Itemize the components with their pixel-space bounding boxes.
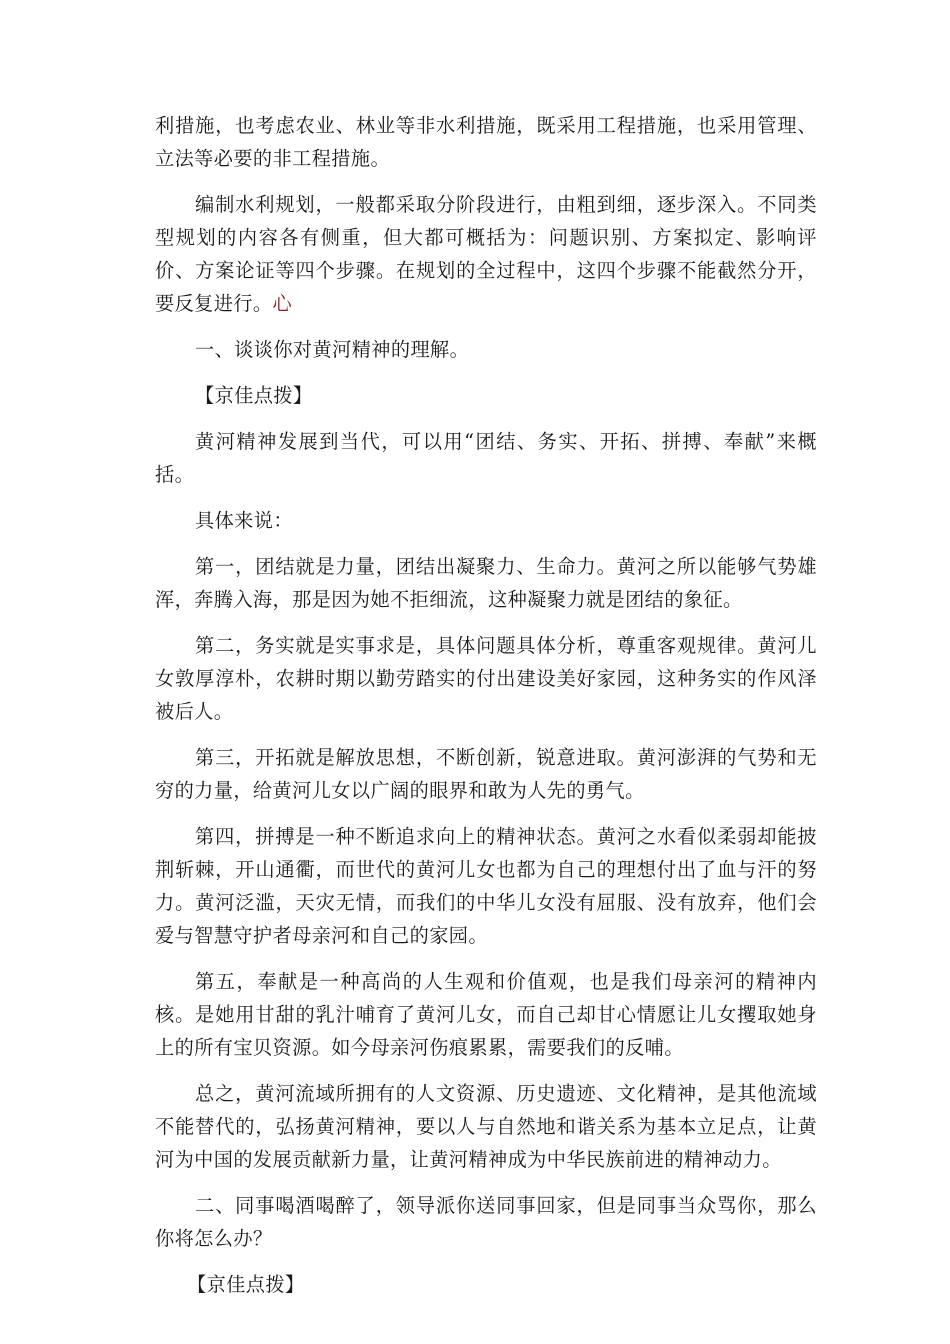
paragraph-planning-text: 编制水利规划，一般都采取分阶段进行，由粗到细，逐步深入。不同类型规划的内容各有侧重，但大都可概括为：问题识别、方案拟定、影响评价、方案论证等四个步骤。在规划的全过程中，这四个步骤不能截然分开，要反复进行。 [155,193,817,315]
paragraph-planning [155,188,817,320]
paragraph-point-4: 第四，拼搏是一种不断追求向上的精神状态。黄河之水看似柔弱却能披荆斩棘，开山通衢，而世代的黄河儿女也都为自己的理想付出了血与汗的努力。黄河泛滥，天灾无情，而我们的中华儿女没有屈服、没有放弃，他们会爱与智慧守护者母亲河和自己的家园。 [155,825,817,947]
tip-heading-2: 【京佳点拨】 [187,1273,305,1296]
paragraph-continued: 利措施，也考虑农业、林业等非水利措施，既采用工程措施，也采用管理、立法等必要的非工程措施。 [155,114,817,170]
paragraph-point-1: 第一，团结就是力量，团结出凝聚力、生命力。黄河之所以能够气势雄浑，奔腾入海，那是因为她不拒细流，这种凝聚力就是团结的象征。 [155,555,817,611]
tip-heading-1: 【京佳点拨】 [195,384,313,407]
paragraph-point-5: 第五，奉献是一种高尚的人生观和价值观，也是我们母亲河的精神内核。是她用甘甜的乳汁哺育了黄河儿女，而自己却甘心情愿让儿女攫取她身上的所有宝贝资源。如今母亲河伤痕累累，需要我们的反哺。 [155,970,817,1059]
document-page [155,109,817,1314]
question-1: 一、谈谈你对黄河精神的理解。 [195,338,470,361]
paragraph-point-3: 第三，开拓就是解放思想，不断创新，锐意进取。黄河澎湃的气势和无穷的力量，给黄河儿女以广阔的眼界和敢为人先的勇气。 [155,746,817,802]
paragraph-conclusion: 总之，黄河流域所拥有的人文资源、历史遗迹、文化精神，是其他流域不能替代的，弘扬黄河精神，要以人与自然地和谐关系为基本立足点，让黄河为中国的发展贡献新力量，让黄河精神成为中华民族前进的精神动力。 [155,1082,817,1171]
paragraph-point-2: 第二，务实就是实事求是，具体问题具体分析，尊重客观规律。黄河儿女敦厚淳朴，农耕时期以勤劳踏实的付出建设美好家园，这种务实的作风泽被后人。 [155,634,817,723]
inline-mark: 心 [272,292,293,315]
paragraph-summary-intro: 黄河精神发展到当代，可以用“团结、务实、开拓、拼搏、奉献”来概括。 [155,430,817,486]
question-2: 二、同事喝酒喝醉了，领导派你送同事回家，但是同事当众骂你，那么你将怎么办？ [155,1194,817,1250]
paragraph-specifically: 具体来说： [195,509,293,532]
